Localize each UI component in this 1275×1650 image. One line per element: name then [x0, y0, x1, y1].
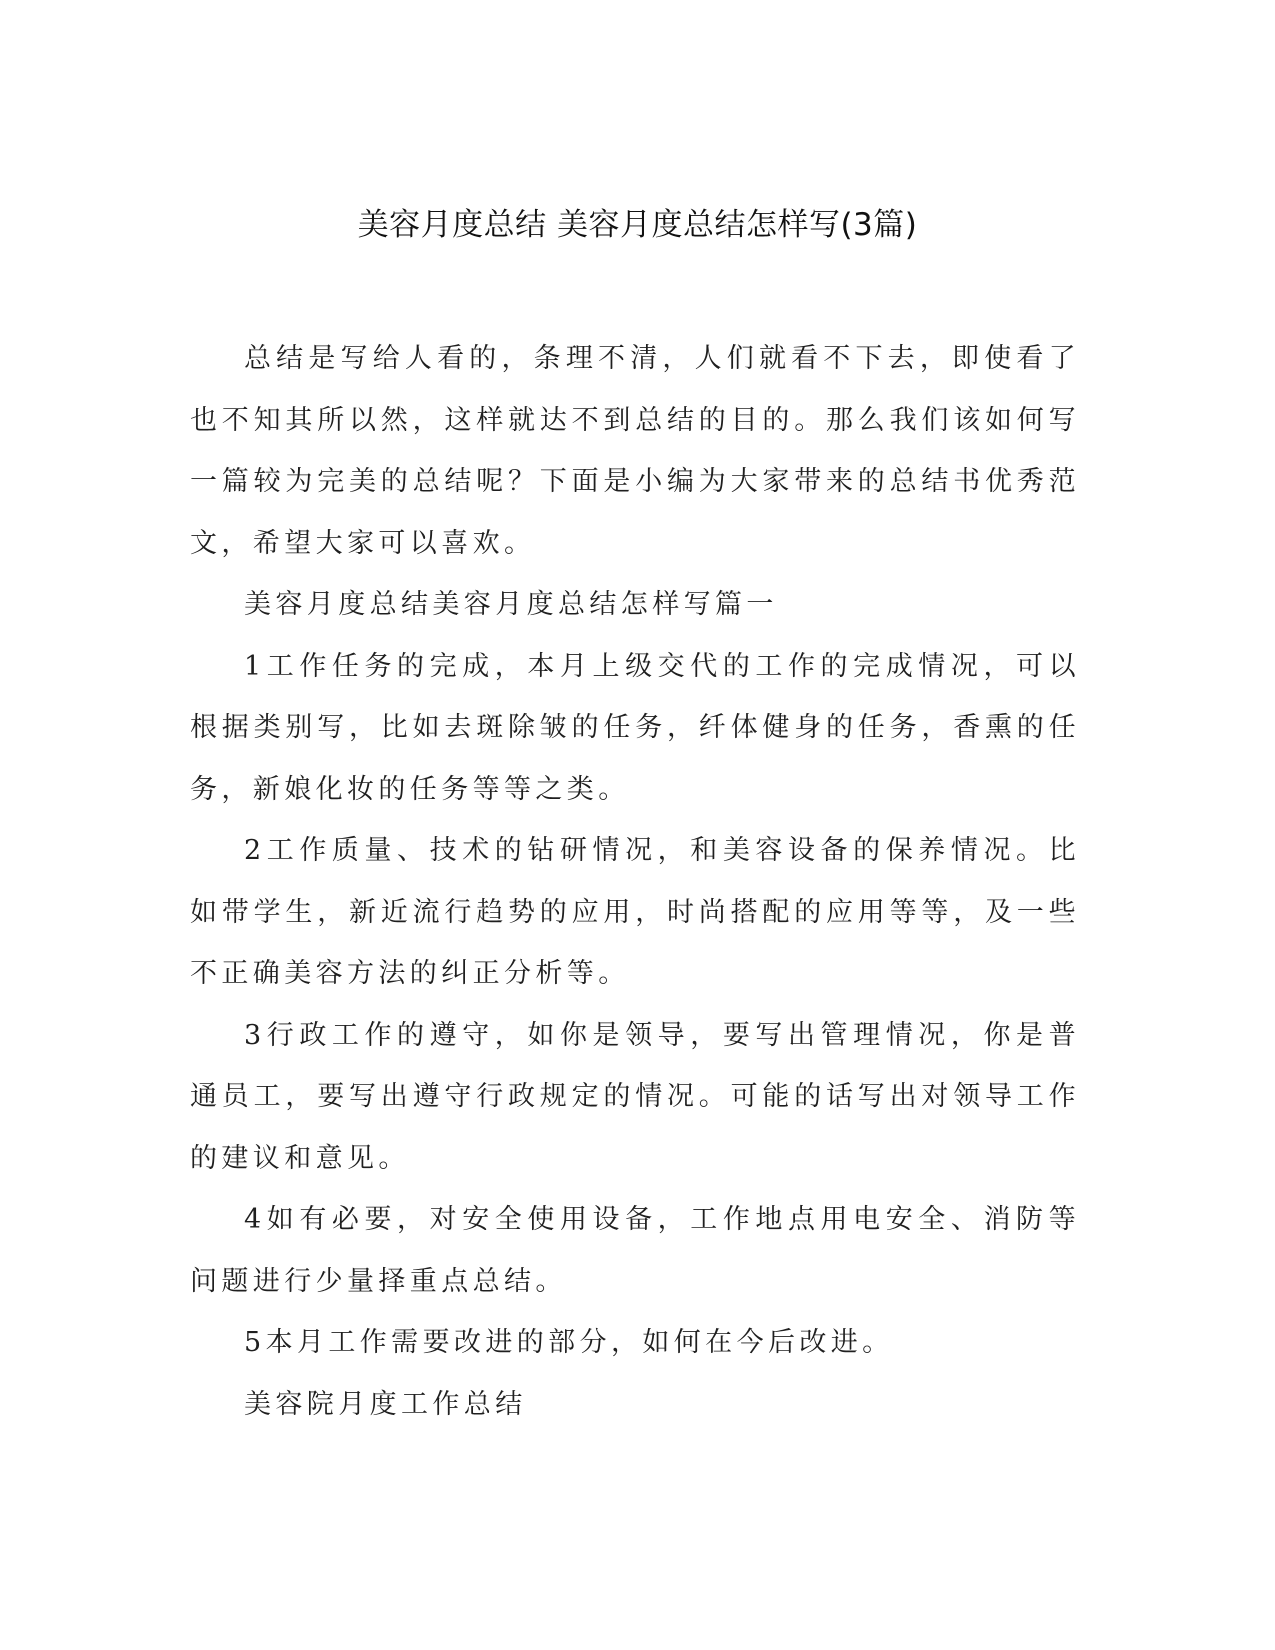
- list-item-4: 4如有必要，对安全使用设备，工作地点用电安全、消防等问题进行少量择重点总结。: [190, 1204, 1080, 1297]
- list-item-3: 3行政工作的遵守，如你是领导，要写出管理情况，你是普通员工，要写出遵守行政规定的情况。可能的话写出对领导工作的建议和意见。: [190, 1019, 1080, 1174]
- document-title: 美容月度总结 美容月度总结怎样写(3篇): [357, 207, 918, 243]
- intro-paragraph: 总结是写给人看的，条理不清，人们就看不下去，即使看了也不知其所以然，这样就达不到总结的目的。那么我们该如何写一篇较为完美的总结呢？下面是小编为大家带来的总结书优秀范文，希望大家可以喜欢。: [190, 343, 1080, 559]
- section-heading-salon-summary: 美容院月度工作总结: [244, 1388, 527, 1420]
- list-item-1: 1工作任务的完成，本月上级交代的工作的完成情况，可以根据类别写，比如去斑除皱的任务，纤体健身的任务，香熏的任务，新娘化妆的任务等等之类。: [190, 650, 1080, 805]
- list-item-5: 5本月工作需要改进的部分，如何在今后改进。: [244, 1327, 894, 1358]
- list-item-2: 2工作质量、技术的钻研情况，和美容设备的保养情况。比如带学生，新近流行趋势的应用，时尚搭配的应用等等，及一些不正确美容方法的纠正分析等。: [190, 835, 1080, 989]
- document-body: [190, 328, 1080, 1435]
- section-heading-part-one: 美容月度总结美容月度总结怎样写篇一: [244, 589, 778, 620]
